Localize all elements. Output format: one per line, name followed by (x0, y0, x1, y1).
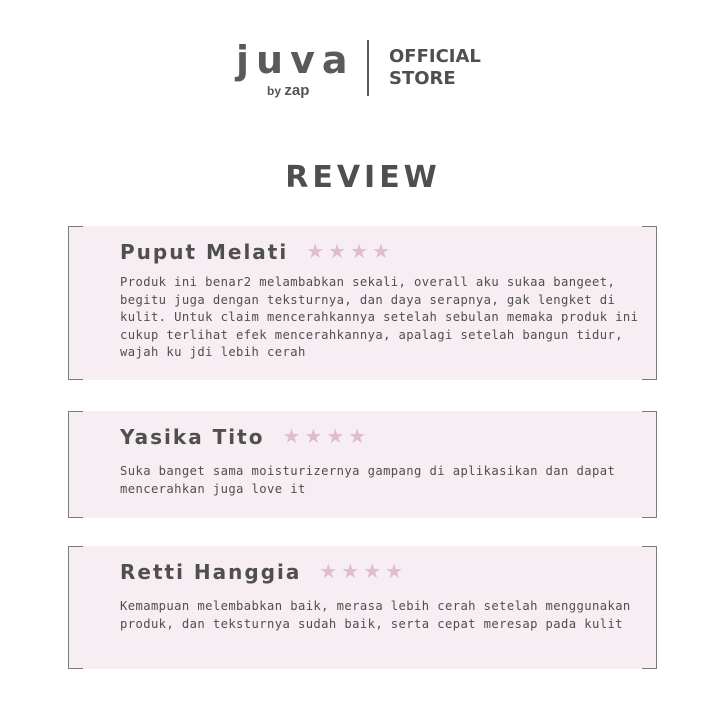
bracket-corner (642, 226, 657, 249)
official-store-label (389, 46, 481, 90)
bracket-edge (68, 411, 69, 518)
bracket-corner (642, 357, 657, 380)
review-card (68, 226, 657, 380)
store-line-2: STORE (389, 68, 456, 89)
bracket-corner (68, 495, 83, 518)
reviewer-row (120, 559, 407, 584)
star-rating: ★★★★ (319, 561, 408, 583)
bracket-edge (656, 411, 657, 518)
review-card (68, 411, 657, 518)
star-rating: ★★★★ (282, 426, 371, 448)
bracket-corner (68, 357, 83, 380)
bracket-corner (642, 546, 657, 569)
bracket-edge (68, 226, 69, 380)
header (0, 38, 726, 98)
header-divider (367, 40, 369, 96)
bracket-corner (68, 546, 83, 569)
brand-logo (236, 38, 355, 99)
review-text: Produk ini benar2 melambabkan sekali, overall aku sukaa bangeet, begitu juga dengan teksturnya, dan daya serapnya, gak lengket di kulit. Untuk claim mencerahkannya setelah sebulan memaka produk ini cukup terlihat efek mencerahkannya, apalagi setelah bangun tidur, wajah ku jdi lebih cerah (120, 275, 639, 359)
bracket-corner (68, 646, 83, 669)
reviewer-row (120, 239, 394, 264)
bracket-corner (642, 646, 657, 669)
bracket-edge (68, 546, 69, 669)
bracket-edge (656, 546, 657, 669)
bracket-corner (642, 411, 657, 434)
reviewer-name: Retti Hanggia (120, 559, 302, 584)
page-title: REVIEW (285, 160, 441, 195)
reviewer-name: Yasika Tito (120, 424, 265, 449)
reviewer-row (120, 424, 370, 449)
bracket-edge (656, 226, 657, 380)
logo-zap: zap (284, 82, 310, 99)
bracket-corner (642, 495, 657, 518)
logo-by: by (267, 84, 282, 98)
bracket-corner (68, 226, 83, 249)
store-line-1: OFFICIAL (389, 46, 481, 67)
review-text: Suka banget sama moisturizernya gampang di aplikasikan dan dapat mencerahkan juga love it (120, 464, 616, 496)
reviewer-name: Puput Melati (120, 239, 289, 264)
review-text: Kemampuan melembabkan baik, merasa lebih cerah setelah menggunakan produk, dan teksturnya sudah baik, serta cepat meresap pada kulit (120, 599, 631, 631)
review-card (68, 546, 657, 669)
logo-text: juva (236, 38, 355, 82)
star-rating: ★★★★ (306, 241, 394, 263)
bracket-corner (68, 411, 83, 434)
logo-subtext (267, 82, 309, 99)
